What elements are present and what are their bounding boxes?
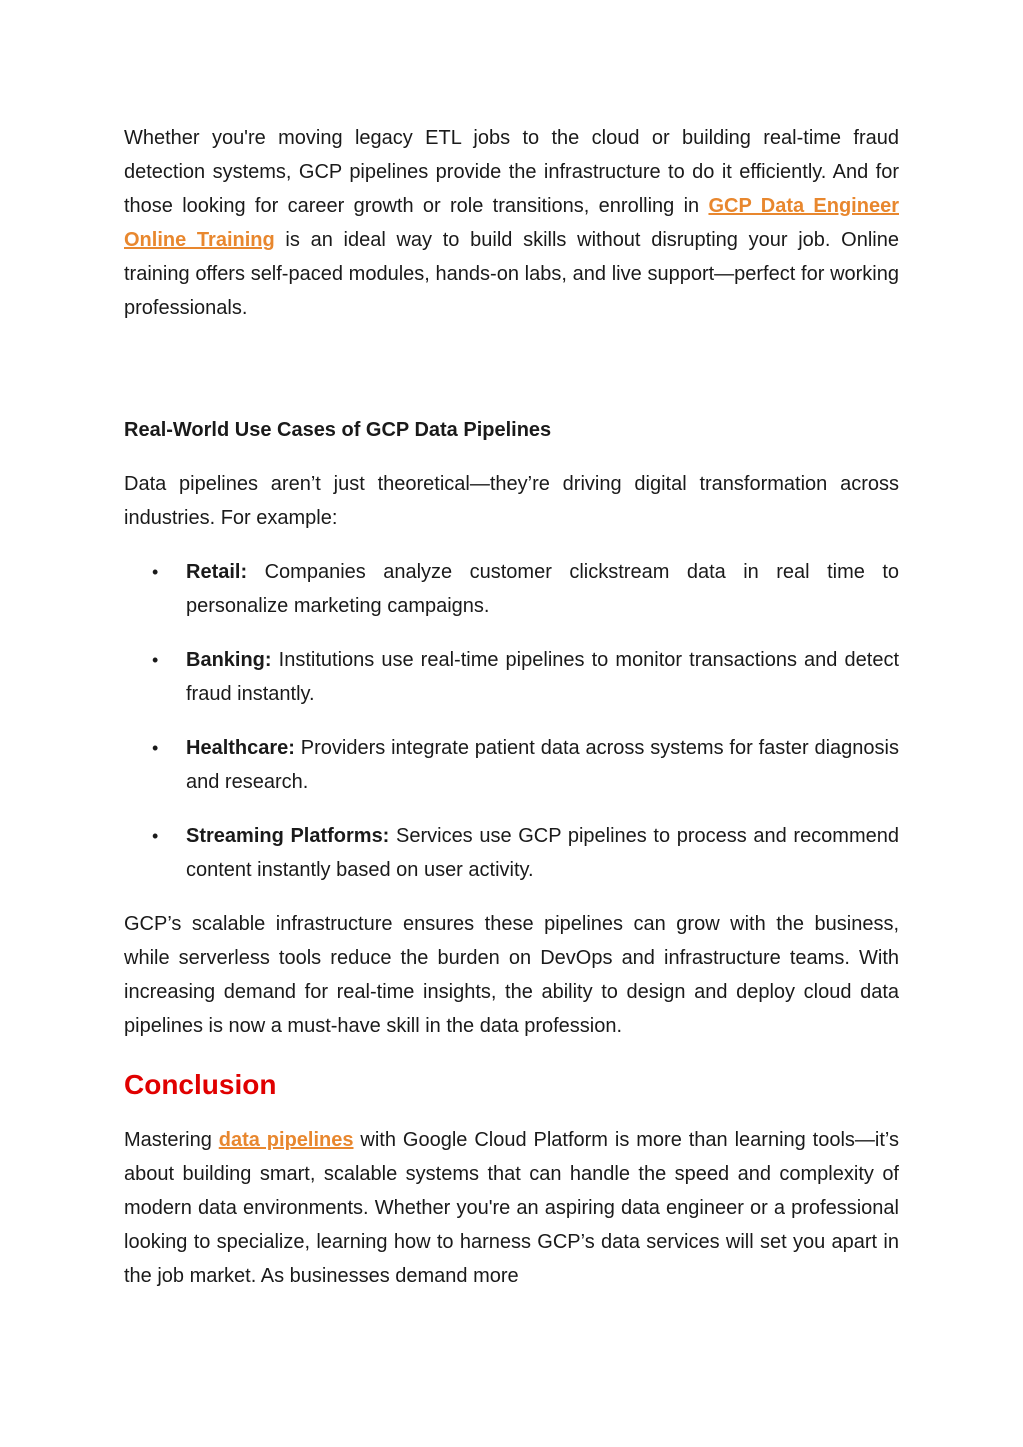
list-item-text: Companies analyze customer clickstream data in real time to personalize marketing campaigns. bbox=[186, 561, 899, 617]
intro-text-before-link: Whether you're moving legacy ETL jobs to the cloud or building real-time fraud detection systems, GCP pipelines provide the infrastructure to do it efficiently. And for those looking for career growth or role transitions, enrolling in bbox=[124, 127, 899, 217]
use-cases-heading: Real-World Use Cases of GCP Data Pipelines bbox=[124, 419, 552, 441]
bullet-icon: • bbox=[152, 738, 159, 758]
conclusion-text-after-link: with Google Cloud Platform is more than learning tools—it’s about building smart, scalable systems that can handle the speed and complexity of modern data environments. Whether you're an aspiring data engineer or a professional looking to specialize, learning how to harness GCP’s data services will set you apart in the job market. As businesses demand more bbox=[124, 1129, 900, 1287]
list-item-label: Banking: bbox=[186, 649, 272, 671]
list-item-text: Providers integrate patient data across systems for faster diagnosis and research. bbox=[186, 737, 899, 793]
list-item-streaming bbox=[124, 819, 899, 887]
list-item-text: Services use GCP pipelines to process and recommend content instantly based on user activity. bbox=[186, 825, 899, 881]
bullet-icon: • bbox=[152, 826, 159, 846]
intro-text-after-link: is an ideal way to build skills without disrupting your job. Online training offers self-paced modules, hands-on labs, and live support—perfect for working professionals. bbox=[124, 229, 899, 319]
conclusion-paragraph bbox=[124, 1123, 899, 1293]
conclusion-text-before-link: Mastering bbox=[124, 1129, 219, 1151]
use-cases-list bbox=[124, 555, 899, 887]
list-item-label: Retail: bbox=[186, 561, 248, 583]
list-item-text: Institutions use real-time pipelines to monitor transactions and detect fraud instantly. bbox=[186, 649, 899, 705]
conclusion-heading: Conclusion bbox=[124, 1069, 277, 1100]
list-item-label: Healthcare: bbox=[186, 737, 295, 759]
bullet-icon: • bbox=[152, 650, 159, 670]
list-item-banking bbox=[124, 643, 899, 711]
use-cases-intro: Data pipelines aren’t just theoretical—they’re driving digital transformation across industries. For example: bbox=[124, 473, 899, 529]
data-pipelines-link[interactable]: data pipelines bbox=[218, 1129, 354, 1151]
intro-paragraph bbox=[124, 121, 899, 325]
use-cases-closing: GCP’s scalable infrastructure ensures these pipelines can grow with the business, while serverless tools reduce the burden on DevOps and infrastructure teams. With increasing demand for real-time insights, the ability to design and deploy cloud data pipelines is now a must-have skill in the data profession. bbox=[124, 913, 899, 1037]
bullet-icon: • bbox=[152, 562, 159, 582]
document-page bbox=[124, 121, 899, 1293]
list-item-label: Streaming Platforms: bbox=[186, 825, 390, 847]
list-item-retail bbox=[124, 555, 899, 623]
gcp-training-link[interactable]: GCP Data Engineer Online Training bbox=[124, 195, 899, 251]
list-item-healthcare bbox=[124, 731, 899, 799]
